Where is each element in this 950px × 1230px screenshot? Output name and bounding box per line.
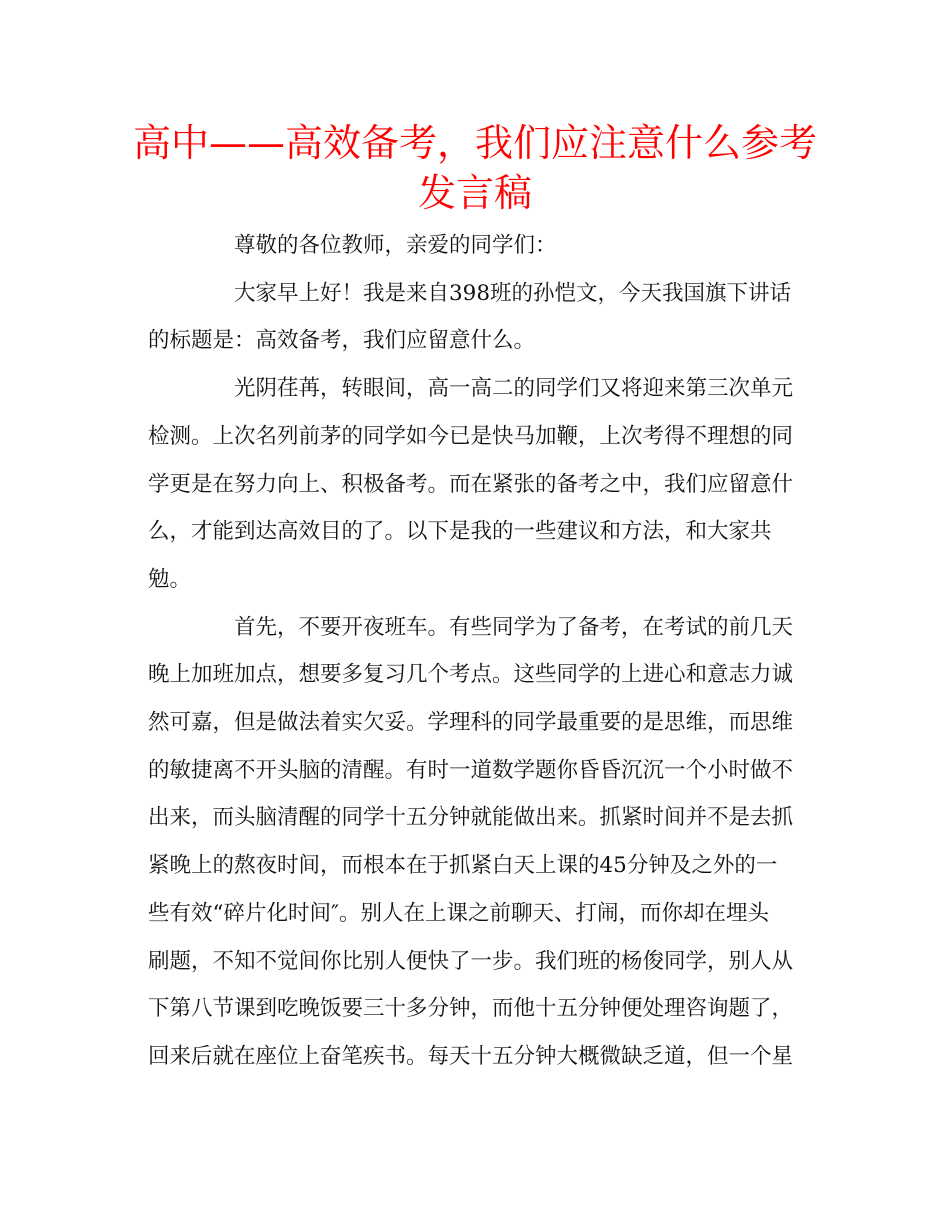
paragraph-1	[148, 270, 808, 365]
paragraph-2	[148, 365, 808, 604]
paragraph-line: 大家早上好！我是来自398班的孙恺文，今天我国旗下讲话	[234, 280, 792, 306]
title-line-2: 发言稿	[417, 171, 532, 215]
paragraph-line: 光阴荏苒，转眼间，高一高二的同学们又将迎来第三次单元	[234, 376, 794, 402]
paragraph-line: 晚上加班加点，想要多复习几个考点。这些同学的上进心和意志力诚	[148, 662, 794, 688]
paragraph-3	[148, 604, 808, 1081]
paragraph-line: 刷题，不知不觉间你比别人便快了一步。我们班的杨俊同学，别人从	[148, 948, 794, 974]
paragraph-line: 的标题是：高效备考，我们应留意什么。	[148, 328, 536, 354]
paragraph-line: 紧晚上的熬夜时间，而根本在于抓紧白天上课的45分钟及之外的一	[148, 853, 778, 879]
paragraph-line: 检测。上次名列前茅的同学如今已是快马加鞭，上次考得不理想的同	[148, 423, 794, 449]
paragraph-line: 勉。	[148, 566, 192, 592]
paragraph-line: 的敏捷离不开头脑的清醒。有时一道数学题你昏昏沉沉一个小时做不	[148, 757, 794, 783]
paragraph-line: 么，才能到达高效目的了。以下是我的一些建议和方法，和大家共	[148, 519, 772, 545]
paragraph-line: 回来后就在座位上奋笔疾书。每天十五分钟大概微缺乏道，但一个星	[148, 1043, 794, 1069]
salutation-text: 尊敬的各位教师，亲爱的同学们：	[234, 233, 557, 258]
salutation	[148, 222, 808, 270]
title-line-1: 高中——高效备考，我们应注意什么参考	[132, 121, 817, 165]
paragraph-line: 首先，不要开夜班车。有些同学为了备考，在考试的前几天	[234, 614, 794, 640]
paragraph-line: 然可嘉，但是做法着实欠妥。学理科的同学最重要的是思维，而思维	[148, 710, 794, 736]
paragraph-line: 出来，而头脑清醒的同学十五分钟就能做出来。抓紧时间并不是去抓	[148, 805, 794, 831]
paragraph-line: 学更是在努力向上、积极备考。而在紧张的备考之中，我们应留意什	[148, 471, 794, 497]
paragraph-line: 下第八节课到吃晚饭要三十多分钟，而他十五分钟便处理咨询题了，	[148, 996, 794, 1022]
document-title	[100, 118, 850, 218]
paragraph-line: 些有效“碎片化时间″。别人在上课之前聊天、打闹，而你却在埋头	[148, 900, 770, 926]
document-body	[148, 222, 808, 1081]
